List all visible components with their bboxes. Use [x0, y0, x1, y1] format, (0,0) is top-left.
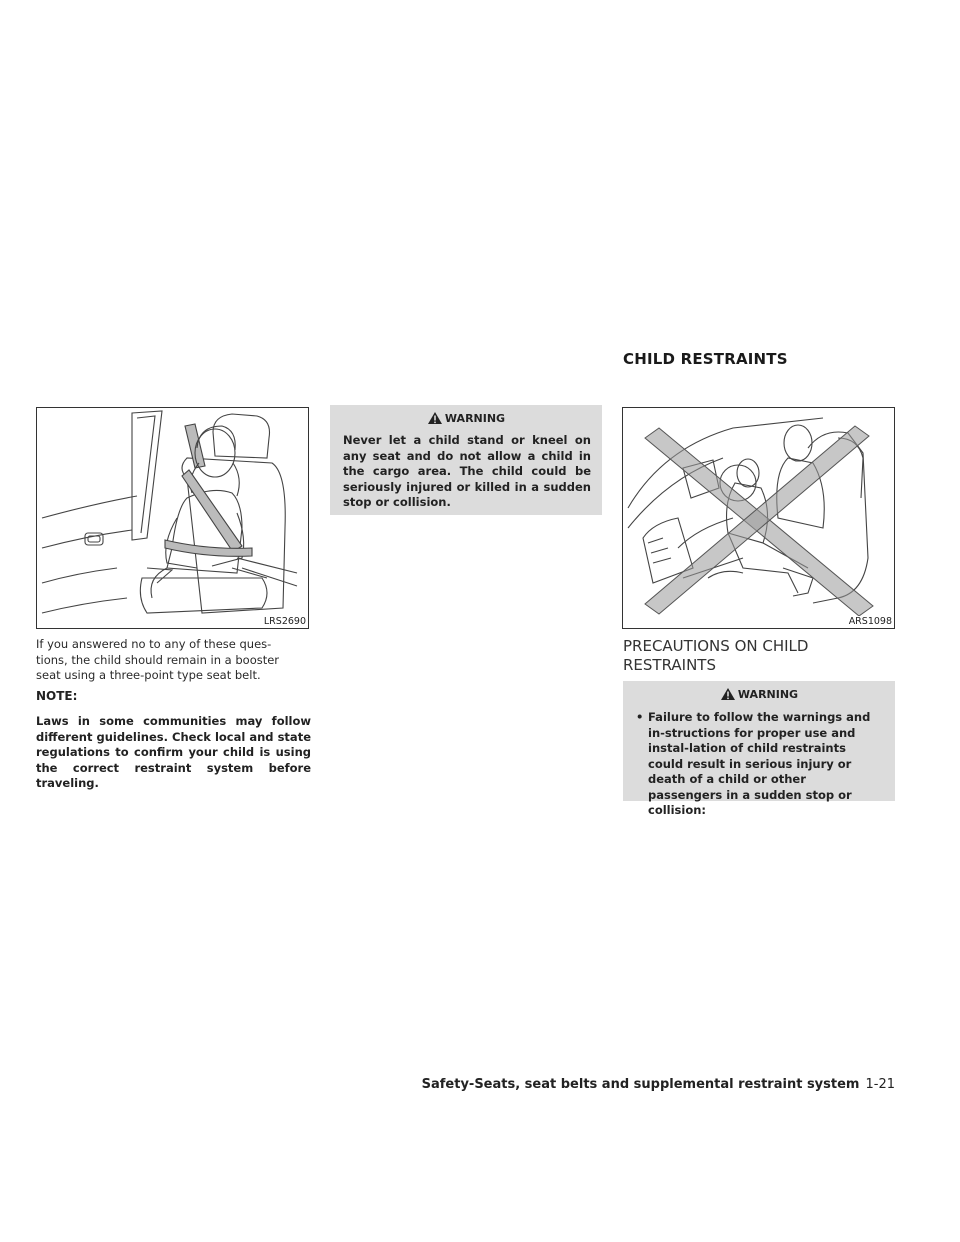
warning-text: Failure to follow the warnings and in-structions for proper use and instal-lation of child restraints could result in serious injury or death of a child or other passengers in a sudden stop or collision: [648, 710, 871, 817]
warning-title: WARNING [444, 412, 506, 425]
booster-paragraph: If you answered no to any of these ques- tions, the child should remain in a booster seat using a three-point type seat belt. [36, 637, 280, 682]
warning-text: Never let a child stand or kneel on any seat and do not allow a child in the cargo area. The child could be seriously injured or killed in a sudden stop or collision. [343, 433, 591, 509]
figure-id-label: ARS1098 [848, 616, 892, 627]
section-header: CHILD RESTRAINTS [623, 350, 788, 368]
warning-bullet-item [623, 701, 895, 828]
warning-triangle-icon [720, 687, 736, 701]
note-text: Laws in some communities may follow different guidelines. Check local and state regulations to confirm your child is using the correct restraint system before traveling. [36, 714, 311, 790]
page-footer [400, 1077, 895, 1092]
bullet-marker: • [636, 710, 644, 724]
precautions-heading-line1: PRECAUTIONS ON CHILD [623, 637, 809, 655]
figure-id-label: LRS2690 [263, 616, 306, 627]
warning-box-stand-kneel [330, 405, 602, 515]
precautions-heading [623, 637, 895, 675]
note-heading: NOTE: [36, 689, 78, 703]
page-number: 1-21 [865, 1077, 895, 1092]
prohibited-child-drawing [623, 408, 894, 628]
warning-box-precautions [623, 681, 895, 817]
warning-title: WARNING [737, 688, 799, 701]
precautions-heading-line2: RESTRAINTS [623, 656, 716, 674]
warning-triangle-icon [427, 411, 443, 425]
prohibited-child-illustration [622, 407, 895, 629]
footer-section-title: Safety-Seats, seat belts and supplemental restraint system [421, 1077, 860, 1092]
booster-seat-illustration [36, 407, 309, 629]
booster-seat-drawing [37, 408, 308, 628]
